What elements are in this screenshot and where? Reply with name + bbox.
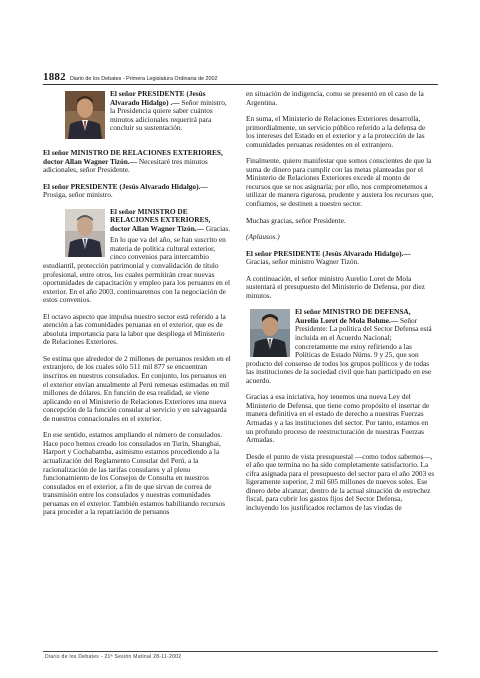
right-column bbox=[246, 90, 435, 520]
paragraph: Muchas gracias, señor Presidente. bbox=[246, 215, 346, 225]
speaker-block-2 bbox=[43, 208, 232, 305]
paragraph: En ese sentido, estamos ampliando el número de consulados. Hace poco hemos creado los consulados en Turín, Shanghai, Harport y Cochabamba, asimismo estamos procediendo a la actualización del Reglamento Consular del Perú, a la racionalización de las tarifas consulares y al pleno funcionamiento de los Consejos de Consulta en nuestros consulados en el exterior, a fin de que sirvan de correa de transmisión entre los consulados y nuestras comunidades peruanas en el exterior. También estamos habilitando recursos para proceder a la repatriación de peruanos bbox=[43, 430, 226, 517]
page-number: 1882 bbox=[43, 71, 66, 83]
paragraph: En suma, el Ministerio de Relaciones Exteriores desarrolla, primordialmente, un servicio público referido a la defensa de los intereses del Estado en el exterior y a la protección de las comunidades peruanas residentes en el extranjero. bbox=[246, 114, 426, 149]
speaker-name: El señor PRESIDENTE (Jesús Alvarado Hidalgo).— bbox=[43, 181, 208, 191]
portrait-photo-defense-minister bbox=[250, 309, 290, 357]
speaker-name: El señor PRESIDENTE (Jesús Alvarado Hidalgo) .— bbox=[110, 90, 206, 107]
speaker-block-3 bbox=[246, 308, 435, 385]
footer-text: Diario de los Debates - 21ª Sesión Matinal 28-11-2002 bbox=[45, 654, 182, 660]
paragraph: En lo que va del año, se han suscrito en materia de política cultural exterior, cinco convenios para intercambio estudiantil, protección patrimonial y convalidación de título profesional, entre otros, los cuales permitirán crear nuevas oportunidades de capacitación y empleo para los peruanos en el exterior. En el año 2003, continuaremos con la negociación de estos convenios. bbox=[43, 235, 230, 305]
paragraph: Desde el punto de vista presupuestal —como todos sabemos—, el año que termina no ha sido completamente satisfactorio. La cifra asignada para el presupuesto del sector para el año 2003 es ligeramente superior, 2 mil 605 millones de nuevos soles. Ese dinero debe alcanzar, dentro de la actual situación de estrechez fiscal, para cubrir los gastos fijos del Sector Defensa, incluyendo los justificados reclamos de las viudas de bbox=[246, 451, 435, 512]
running-title: Diario de los Debates - Primera Legislatura Ordinaria de 2002 bbox=[69, 76, 218, 82]
paragraph-text: Señor Presidente: La política del Sector Defensa está incluida en el Acuerdo Nacional; concretamente me estoy refiriendo a las Políticas de Estado Núms. 9 y 25, que son producto del consenso de todos los grupos políticos y de todas las instituciones de la sociedad civil que han participado en ese acuerdo. bbox=[246, 315, 432, 385]
paragraph bbox=[246, 250, 435, 267]
paragraph: (Aplausos.) bbox=[246, 232, 280, 242]
paragraph: Se estima que alrededor de 2 millones de peruanos residen en el extranjero, de los cuales sólo 511 mil 877 se encuentran inscritos en nuestros consulados. En conjunto, los peruanos en el exterior envían anualmente al Perú remesas estimadas en mil millones de dólares. En función de esa realidad, se viene aplicando en el Ministerio de Relaciones Exteriores una nueva concepción de la función consular al servicio y en salvaguarda de nuestros connacionales en el exterior. bbox=[43, 353, 231, 423]
header-rule bbox=[43, 84, 438, 85]
paragraph bbox=[43, 183, 232, 200]
paragraph bbox=[43, 149, 232, 175]
speaker-block-1 bbox=[43, 90, 232, 141]
paragraph: A continuación, el señor ministro Aurelio Loret de Mola sustentará el presupuesto del Ministerio de Defensa, por diez minutos. bbox=[246, 273, 425, 300]
paragraph: Gracias a esa iniciativa, hoy tenemos una nueva Ley del Ministerio de Defensa, que tiene como propósito el insertar de manera definitiva en el estado de derecho a nuestras Fuerzas Armadas y a las instituciones del sector. Por tanto, estamos en un profundo proceso de reestructuración de nuestras Fuerzas Armadas. bbox=[246, 392, 430, 445]
speaker-name: El señor MINISTRO DE RELACIONES EXTERIORES, doctor Allan Wagner Tizón.— bbox=[43, 148, 223, 166]
left-column bbox=[43, 90, 232, 525]
paragraph-text: Prosiga, señor ministro. bbox=[43, 190, 113, 200]
speaker-name: El señor MINISTRO DE RELACIONES EXTERIORES, doctor Allan Wagner Tizón.— bbox=[110, 207, 211, 233]
page-header bbox=[43, 71, 438, 83]
paragraph: El octavo aspecto que impulsa nuestro sector está referido a la atención a las comunidades peruanas en el exterior, que es de absoluta importancia para la labor que despliega el Ministerio de Relaciones Exteriores. bbox=[43, 311, 226, 347]
portrait-photo-foreign-minister bbox=[65, 209, 105, 257]
paragraph-text: Señor ministro, la Presidencia quiere saber cuántos minutos adicionales requerirá para concluir su sustentación. bbox=[110, 97, 227, 133]
paragraph-text: Gracias, señor ministro Wagner Tizón. bbox=[246, 257, 360, 267]
paragraph-text: Necesitaré tres minutos adicionales, señor Presidente. bbox=[43, 156, 208, 175]
portrait-photo-president bbox=[65, 91, 105, 139]
paragraph-text: Gracias. bbox=[205, 223, 231, 233]
speaker-name: El señor MINISTRO DE DEFENSA, Aurelio Loret de Mola Bohme.— bbox=[295, 308, 411, 325]
paragraph: en situación de indigencia, como se presentó en el caso de la Argentina. bbox=[246, 89, 424, 107]
speaker-name: El señor PRESIDENTE (Jesús Alvarado Hidalgo).— bbox=[246, 248, 411, 258]
paragraph: Finalmente, quiero manifestar que somos conscientes de que la suma de dinero para cumplir con las metas planteadas por el Ministerio de Relaciones Exteriores excede al monto de recursos que se nos asignaría; por ello, nos comprometemos a utilizar de manera rigurosa, prudente y austera los recursos que, confiamos, se destinen a nuestro sector. bbox=[246, 156, 434, 209]
page-footer bbox=[43, 651, 438, 660]
